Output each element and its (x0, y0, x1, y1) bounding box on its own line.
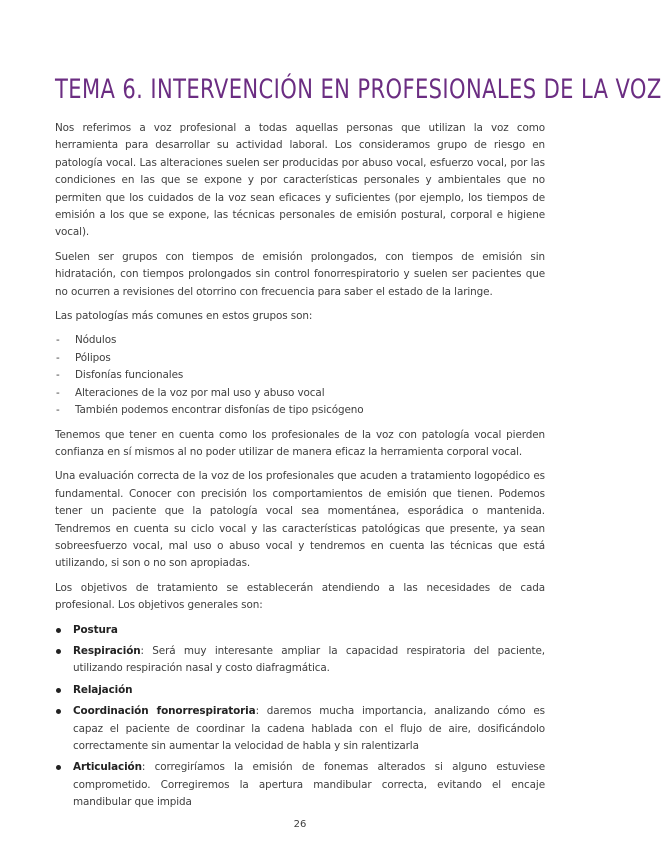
dash-marker: - (56, 386, 60, 399)
paragraph-objectives-intro: Los objetivos de tratamiento se establecerán atendiendo a las necesidades de cada profesional. Los objetivos generales son: (55, 581, 545, 612)
page-number: 26 (293, 819, 307, 830)
list-item: Postura (55, 622, 545, 639)
bullet-icon (56, 628, 61, 633)
list-item: - Pólipos (55, 350, 545, 367)
list-item: Respiración: Será muy interesante ampliar la capacidad respiratoria del paciente, utilizando respiración nasal y costo diafragmática. (55, 643, 545, 678)
paragraph-risk-groups: Suelen ser grupos con tiempos de emisión prolongados, con tiempos de emisión sin hidratación, con tiempos prolongados sin control fonorrespiratorio y suelen ser pacientes que no ocurren a revisiones del otorrino con frecuencia para saber el estado de la laringe. (55, 250, 545, 298)
list-item: Articulación: corregiríamos la emisión de fonemas alterados si alguno estuviese comprometido. Corregiremos la apertura mandibular correcta, evitando el encaje mandibular que impida (55, 759, 545, 811)
page-title: TEMA 6. INTERVENCIÓN EN PROFESIONALES DE LA VOZ (55, 74, 662, 105)
paragraph-pathologies-intro: Las patologías más comunes en estos grupos son: (55, 310, 313, 323)
dash-marker: - (56, 334, 60, 347)
dash-marker: - (56, 404, 60, 417)
pathologies-list (55, 332, 545, 419)
list-item: - Alteraciones de la voz por mal uso y abuso vocal (55, 385, 545, 402)
paragraph-evaluation: Una evaluación correcta de la voz de los profesionales que acuden a tratamiento logopédico es fundamental. Conocer con precisión los comportamientos de emisión que tienen. Podemos tener un paciente que la patología vocal sea momentánea, esporádica o mantenida. Tendremos en cuenta su ciclo vocal y las características patológicas que presente, ya sean sobreesfuerzo vocal, mal uso o abuso vocal y tendremos en cuenta las técnicas que está utilizando, si son o no son apropiadas. (55, 470, 545, 570)
dash-marker: - (56, 351, 60, 364)
list-item: - Nódulos (55, 332, 545, 349)
list-item: - También podemos encontrar disfonías de tipo psicógeno (55, 402, 545, 419)
paragraph-confidence: Tenemos que tener en cuenta como los profesionales de la voz con patología vocal pierden confianza en sí mismos al no poder utilizar de manera eficaz la herramienta corporal vocal. (55, 428, 545, 458)
bullet-icon (56, 765, 61, 770)
list-item: Relajación (55, 682, 545, 699)
list-item: Coordinación fonorrespiratoria: daremos mucha importancia, analizando cómo es capaz el paciente de coordinar la cadena hablada con el flujo de aire, dosificándolo correctamente sin aumentar la velocidad de habla y sin ralentizarla (55, 703, 545, 755)
body-content (55, 120, 545, 816)
bullet-icon (56, 649, 61, 654)
bullet-icon (56, 688, 61, 693)
dash-marker: - (56, 369, 60, 382)
paragraph-intro: Nos referimos a voz profesional a todas aquellas personas que utilizan la voz como herramienta para desarrollar su actividad laboral. Los consideramos grupo de riesgo en patología vocal. Las alteraciones suelen ser producidas por abuso vocal, esfuerzo vocal, por las condiciones en las que se expone y por características personales y ambientales que no permiten que los cuidados de la voz sean eficaces y suficientes (por ejemplo, los tiempos de emisión a los que se expone, las técnicas personales de emisión postural, corporal e higiene vocal). (55, 122, 545, 239)
list-item: - Disfonías funcionales (55, 367, 545, 384)
bullet-icon (56, 709, 61, 714)
objectives-list (55, 622, 545, 812)
